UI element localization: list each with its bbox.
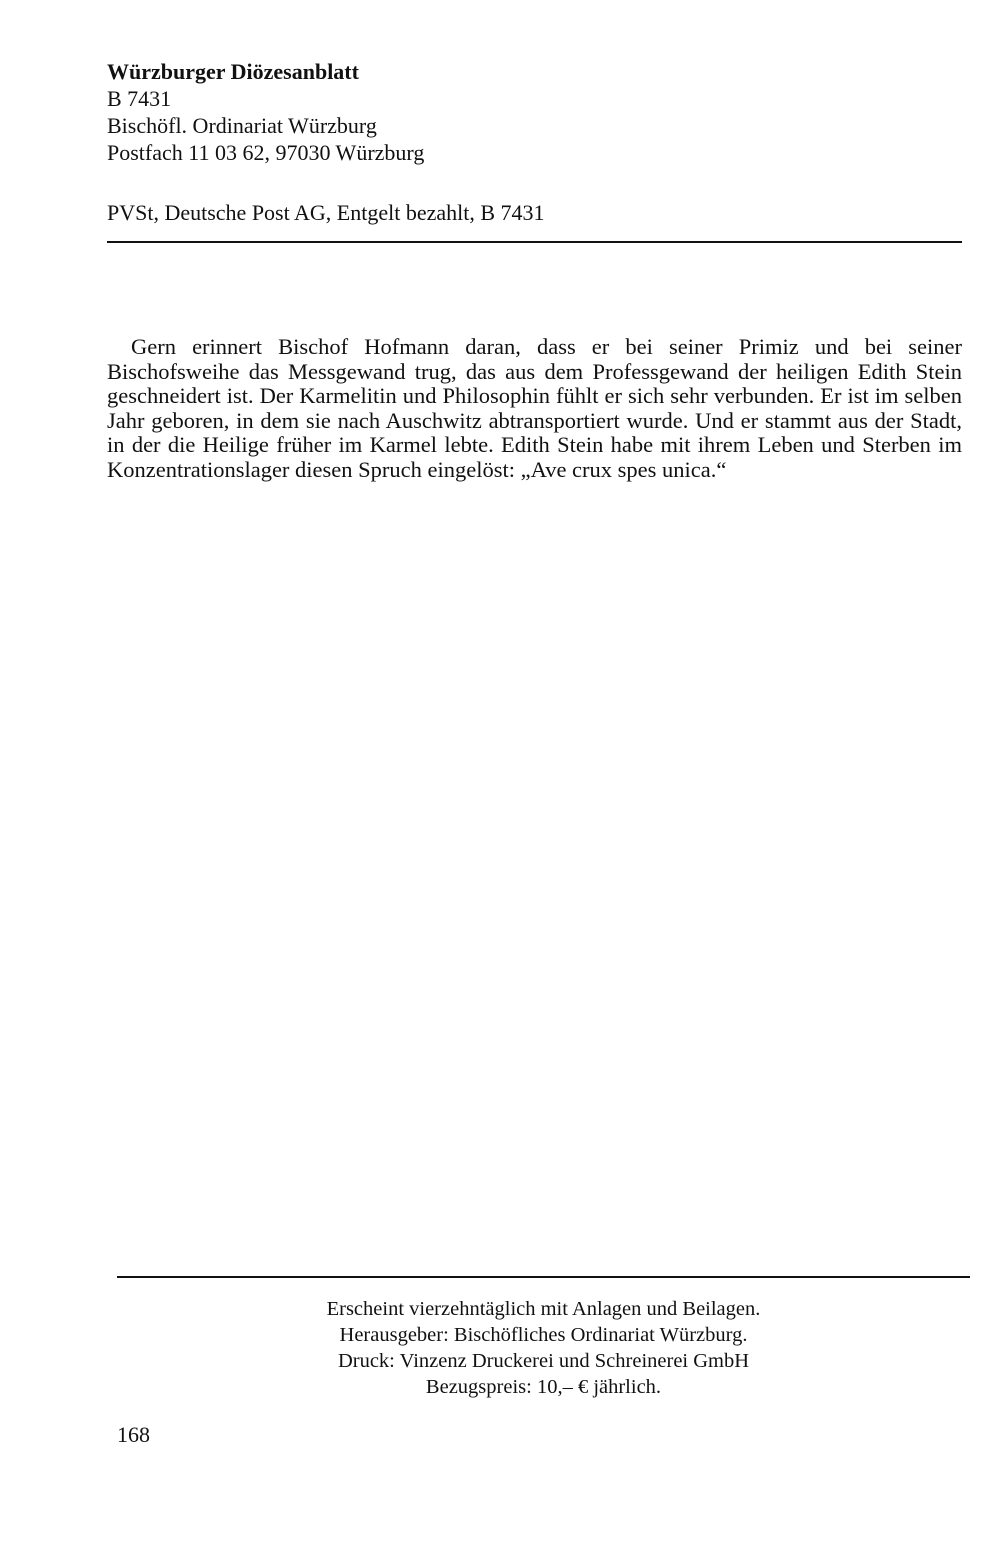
page-number: 168 bbox=[117, 1422, 150, 1447]
colophon-line: Herausgeber: Bischöfliches Ordinariat Würzburg. bbox=[339, 1324, 748, 1346]
publisher-name: Bischöfl. Ordinariat Würzburg bbox=[107, 113, 377, 138]
body-paragraph: Gern erinnert Bischof Hofmann daran, dass er bei seiner Primiz und bei seiner Bischofsweihe das Messgewand trug, das aus dem Professgewand der heiligen Edith Stein geschneidert ist. Der Karmelitin und Philosophin fühlt er sich sehr verbunden. Er ist im selben Jahr geboren, in dem sie nach Auschwitz abtransportiert wurde. Und er stammt aus der Stadt, in der die Heilige früher im Karmel lebte. Edith Stein habe mit ihrem Leben und Sterben im Konzentrationslager diesen Spruch eingelöst: „Ave crux spes unica.“ bbox=[107, 334, 962, 482]
masthead bbox=[107, 58, 967, 166]
colophon-line: Bezugspreis: 10,– € jährlich. bbox=[425, 1376, 662, 1398]
colophon bbox=[117, 1296, 970, 1400]
publication-title: Würzburger Diözesanblatt bbox=[107, 59, 359, 84]
footer-divider bbox=[117, 1276, 970, 1278]
postal-note: PVSt, Deutsche Post AG, Entgelt bezahlt, B 7431 bbox=[107, 200, 545, 225]
colophon-line: Erscheint vierzehntäglich mit Anlagen und Beilagen. bbox=[326, 1298, 761, 1320]
publisher-address: Postfach 11 03 62, 97030 Würzburg bbox=[107, 140, 425, 165]
header-divider bbox=[107, 241, 962, 243]
colophon-line: Druck: Vinzenz Druckerei und Schreinerei GmbH bbox=[337, 1350, 750, 1372]
publication-code: B 7431 bbox=[107, 86, 172, 111]
